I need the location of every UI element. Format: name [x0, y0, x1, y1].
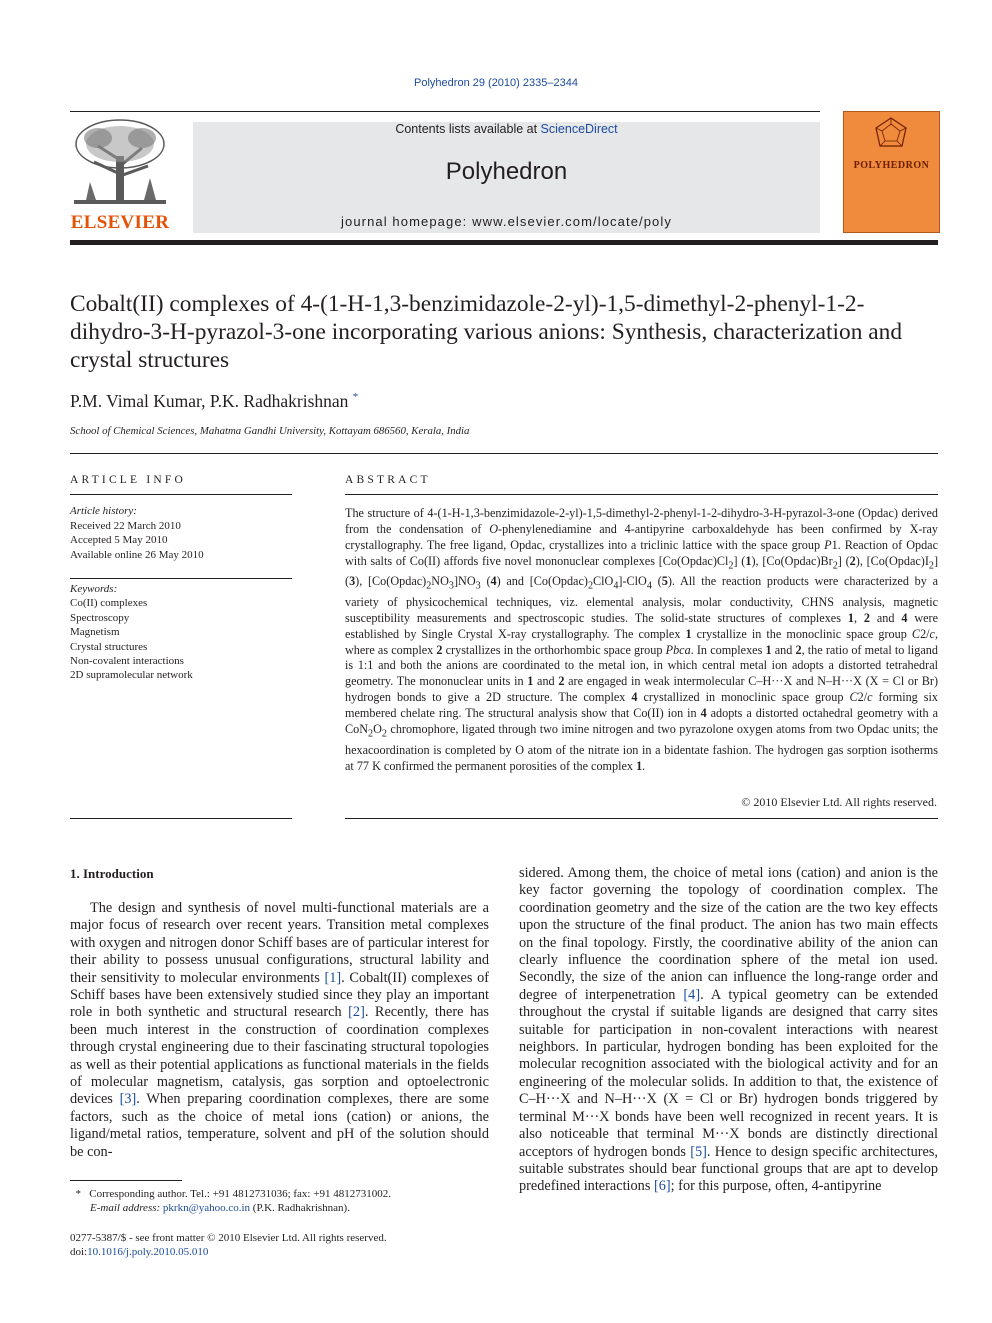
article-info-heading: ARTICLE INFO [70, 474, 186, 486]
history-label: Article history: [70, 505, 137, 517]
keyword: Crystal structures [70, 640, 148, 653]
contents-line [193, 122, 820, 136]
email-owner: (P.K. Radhakrishnan). [252, 1202, 350, 1214]
header-thick-rule [70, 240, 938, 245]
reference-link[interactable]: [6] [653, 1178, 671, 1195]
doi-line [70, 1245, 387, 1259]
authors [70, 391, 358, 412]
cover-title: POLYHEDRON [853, 160, 930, 171]
body-column-right: sidered. Among them, the choice of metal ions (cation) and anion is the key factor governing the topology of coordination complex. The coordination geometry and the size of the cation are the two key effects upon the structure of the final product. The anion has two main effects on the final topology. Firstly, the coordinative ability of the anion can clearly influence the coordination sphere of the metal ion used. Secondly, the size of the anion can influence the long-range order and degree of interpenetration [4]. A typical geometry can be extended throughout the crystal if suitable ligands are designed that carry sites suitable for participation in non-covalent interactions with nearest neighbors. In particular, hydrogen bonding has been exploited for the molecular recognition associated with the biological activity and for an engineering of the molecular solids. In addition to that, the existence of C–H···X and N–H···X (X = Cl or Br) hydrogen bonds triggered by terminal M···X bonds have been well recognized in recent years. It is also noticeable that terminal M···X bonds are distinctly directional acceptors of hydrogen bonds [5]. Hence to design specific architectures, suitable substrates should bear functional groups that are apt to develop predefined interactions [6]; for this purpose, often, 4-antipyrine [519, 865, 938, 1195]
contents-prefix: Contents lists available at [395, 122, 541, 136]
elsevier-wordmark: ELSEVIER [70, 212, 170, 233]
email-note [70, 1201, 391, 1215]
doi-link[interactable]: 10.1016/j.poly.2010.05.010 [87, 1246, 209, 1258]
journal-citation[interactable]: Polyhedron 29 (2010) 2335–2344 [414, 77, 578, 89]
keyword: Spectroscopy [70, 611, 130, 624]
reference-link[interactable]: [3] [119, 1091, 137, 1108]
email-label: E-mail address: [90, 1202, 161, 1214]
homepage-prefix: journal homepage: [341, 214, 473, 229]
keyword: Co(II) complexes [70, 597, 148, 610]
front-matter [70, 1231, 387, 1259]
footnote-rule [70, 1180, 182, 1181]
issn-line: 0277-5387/$ - see front matter © 2010 Elsevier Ltd. All rights reserved. [70, 1232, 387, 1244]
article-info-rule [70, 494, 292, 495]
abstract-bottom-rule [345, 818, 938, 819]
keywords-rule [70, 578, 292, 579]
keyword: 2D supramolecular network [70, 669, 193, 682]
corresponding-author-text: Corresponding author. Tel.: +91 4812731036; fax: +91 4812731002. [89, 1188, 391, 1200]
history-received: Received 22 March 2010 [70, 519, 181, 532]
footnote [70, 1187, 391, 1215]
doi-label: doi: [70, 1246, 88, 1258]
keyword: Non-covalent interactions [70, 655, 184, 668]
keyword: Magnetism [70, 626, 120, 639]
elsevier-logo [68, 116, 172, 234]
journal-banner [193, 122, 820, 233]
article-title: Cobalt(II) complexes of 4-(1-H-1,3-benzimidazole-2-yl)-1,5-dimethyl-2-phenyl-1-2-dihydro-3-H-pyrazol-3-one incorporating various anions: Synthesis, characterization and crystal structures [70, 291, 903, 373]
email-link[interactable]: pkrkn@yahoo.co.in [162, 1202, 251, 1214]
abstract-text: The structure of 4-(1-H-1,3-benzimidazole-2-yl)-1,5-dimethyl-2-phenyl-1-2-dihydro-3-H-pyrazol-3-one (Opdac) derived from the condensation of O-phenylenediamine and 4-antipyrine carboxaldehyde has been confirmed by X-ray crystallography. The free ligand, Opdac, crystallizes into a triclinic lattice with the space group P1. Reaction of Opdac with salts of Co(II) affords five novel mononuclear complexes $[Co(Opdac)Cl_2]$ (1), $[Co(Opdac)Br_2]$ (2), $[Co(Opdac)I_2]$ (3), $[Co(Opdac)_2NO_3]NO_3$ (4) and $[Co(Opdac)_2ClO_4]-ClO_4$ (5). All the reaction products were characterized by a variety of physicochemical techniques, viz. elemental analysis, molar conductivity, CHNS analysis, magnetic susceptibility measurements and spectroscopic studies. The solid-state structures of complexes 1, 2 and 4 were established by Single Crystal X-ray crystallography. The complex 1 crystallize in the monoclinic space group C2/c, where as complex 2 crystallizes in the orthorhombic space group Pbca. In complexes 1 and 2, the ratio of metal to ligand is 1:1 and both the anions are coordinated to the metal ion, in which central metal ion adopts a distorted tetrahedral geometry. The mononuclear units in 1 and 2 are engaged in weak intermolecular C–H···X and N–H···X (X = Cl or Br) hydrogen bonds to give a 2D structure. The complex 4 crystallized in monoclinic space group C2/c forming six membered chelate ring. The structural analysis show that Co(II) ion in 4 adopts a distorted octahedral geometry with a $CoN_2O_2$ chromophore, ligated through two imine nitrogen and two pyrazolone oxygen atoms from two Opdac units; the hexacoordination is completed by O atom of the nitrate ion in a bidentate fashion. The hydrogen gas sorption isotherms at 77 K confirmed the permanent porosities of the complex 1. [345, 506, 939, 773]
sciencedirect-link[interactable]: ScienceDirect [540, 122, 618, 136]
header-rule [70, 111, 820, 112]
journal-cover [843, 111, 940, 233]
keywords-label: Keywords: [70, 583, 118, 595]
reference-link[interactable]: [2] [348, 1004, 365, 1021]
homepage-url[interactable]: www.elsevier.com/locate/poly [472, 214, 672, 229]
history-online: Available online 26 May 2010 [70, 548, 204, 561]
title-rule [70, 453, 938, 454]
abstract-rule [345, 494, 938, 495]
affiliation: School of Chemical Sciences, Mahatma Gandhi University, Kottayam 686560, Kerala, India [70, 425, 470, 437]
reference-link[interactable]: [4] [683, 986, 701, 1003]
corresponding-author-mark[interactable]: * [352, 391, 359, 404]
reference-link[interactable]: [5] [690, 1143, 707, 1160]
body-column-left: The design and synthesis of novel multi-functional materials are a major focus of research over recent years. Transition metal complexes with oxygen and nitrogen donor Schiff bases are of particular interest for their ability to possess unusual configurations, structural lability and their sensitivity to molecular environments [1]. Cobalt(II) complexes of Schiff bases have been extensively studied since they play an important role in both synthetic and structural research [2]. Recently, there has been much interest in the construction of coordination complexes through crystal engineering due to their fascinating structural topologies as well as their potential applications as functional materials in the fields of molecular magnetism, catalysis, gas sorption and optoelectronic devices [3]. When preparing coordination complexes, there are some factors, such as the choice of metal ions (cation) or anions, the ligand/metal ratios, temperature, solvent and pH of the solution should be con- [70, 900, 490, 1160]
reference-link[interactable]: [1] [324, 969, 342, 986]
introduction-heading: 1. Introduction [70, 866, 154, 881]
corresponding-author-note [70, 1187, 391, 1201]
journal-name: Polyhedron [445, 158, 568, 185]
author-names: P.M. Vimal Kumar, P.K. Radhakrishnan [70, 391, 349, 411]
article-info-bottom-rule [70, 818, 292, 819]
homepage-line [193, 214, 820, 229]
history-accepted: Accepted 5 May 2010 [70, 534, 168, 547]
keywords [70, 582, 193, 683]
article-history [70, 504, 204, 562]
footnote-mark: * [75, 1188, 81, 1200]
copyright-notice: © 2010 Elsevier Ltd. All rights reserved. [741, 795, 937, 809]
abstract-heading: ABSTRACT [345, 474, 431, 486]
elsevier-tree-icon [68, 116, 172, 212]
polyhedron-icon [844, 112, 939, 156]
